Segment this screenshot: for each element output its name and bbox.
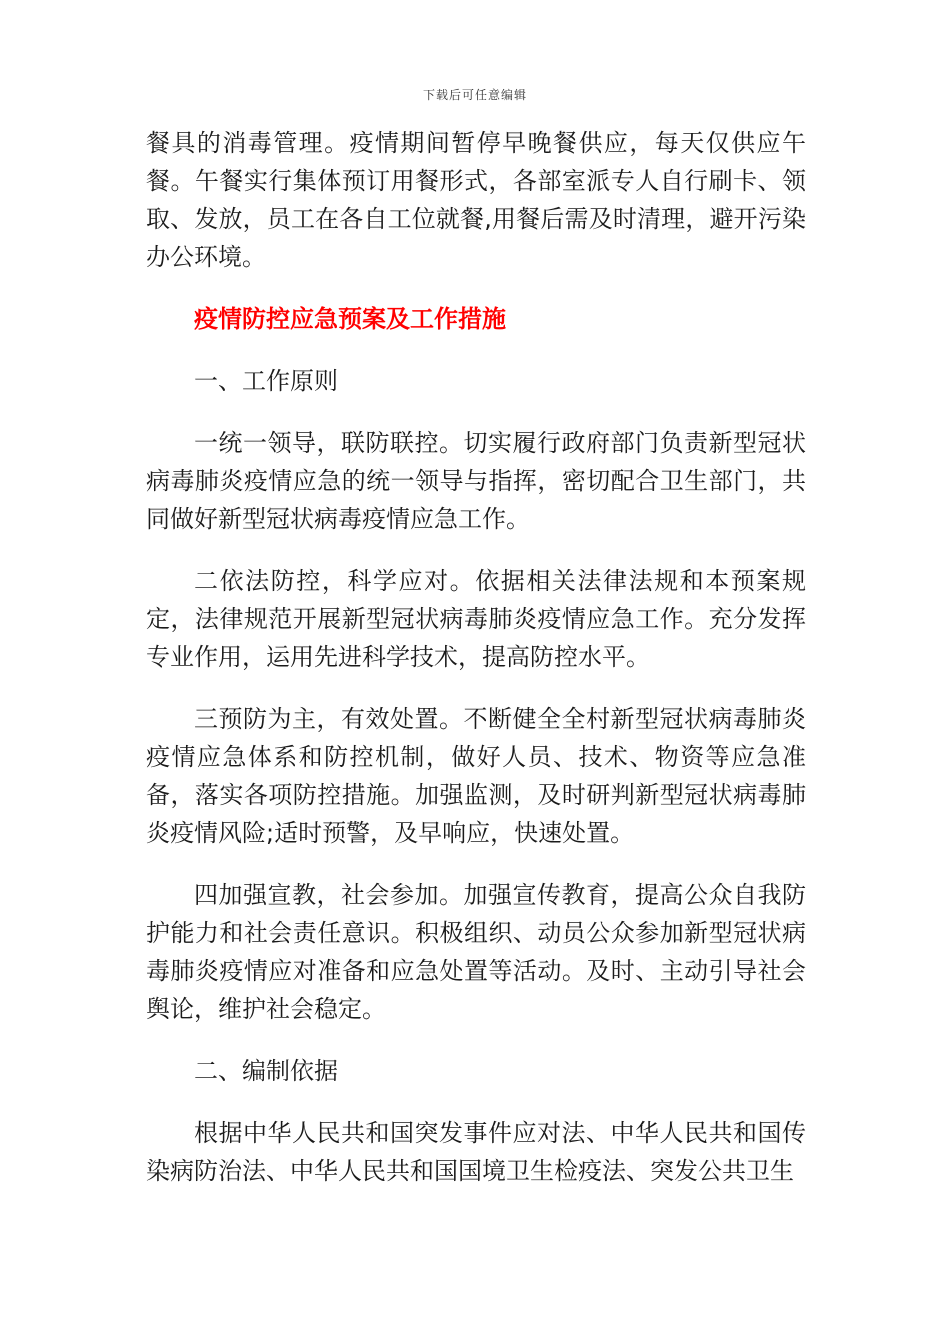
section-heading-principles: 一、工作原则 bbox=[194, 367, 338, 395]
principle-paragraph-1: 一统一领导，联防联控。切实履行政府部门负责新型冠状病毒肺炎疫情应急的统一领导与指挥，密切配合卫生部门，共同做好新型冠状病毒疫情应急工作。 bbox=[146, 429, 806, 533]
continued-paragraph: 餐具的消毒管理。疫情期间暂停早晚餐供应，每天仅供应午餐。午餐实行集体预订用餐形式，各部室派专人自行刷卡、领取、发放，员工在各自工位就餐,用餐后需及时清理，避开污染办公环境。 bbox=[146, 129, 806, 271]
document-body bbox=[146, 124, 806, 1214]
principle-paragraph-2: 二依法防控，科学应对。依据相关法律法规和本预案规定，法律规范开展新型冠状病毒肺炎疫情应急工作。充分发挥专业作用，运用先进科学技术，提高防控水平。 bbox=[146, 567, 806, 671]
principle-paragraph-4: 四加强宣教，社会参加。加强宣传教育，提高公众自我防护能力和社会责任意识。积极组织、动员公众参加新型冠状病毒肺炎疫情应对准备和应急处置等活动。及时、主动引导社会舆论，维护社会稳定。 bbox=[146, 881, 806, 1023]
basis-paragraph: 根据中华人民共和国突发事件应对法、中华人民共和国传染病防治法、中华人民共和国国境卫生检疫法、突发公共卫生 bbox=[146, 1119, 806, 1185]
document-title: 疫情防控应急预案及工作措施 bbox=[194, 305, 506, 333]
page-header-note: 下载后可任意编辑 bbox=[422, 88, 527, 102]
section-heading-basis: 二、编制依据 bbox=[194, 1057, 338, 1085]
principle-paragraph-3: 三预防为主，有效处置。不断健全全村新型冠状病毒肺炎疫情应急体系和防控机制，做好人员、技术、物资等应急准备，落实各项防控措施。加强监测，及时研判新型冠状病毒肺炎疫情风险;适时预警，及早响应，快速处置。 bbox=[146, 705, 806, 847]
